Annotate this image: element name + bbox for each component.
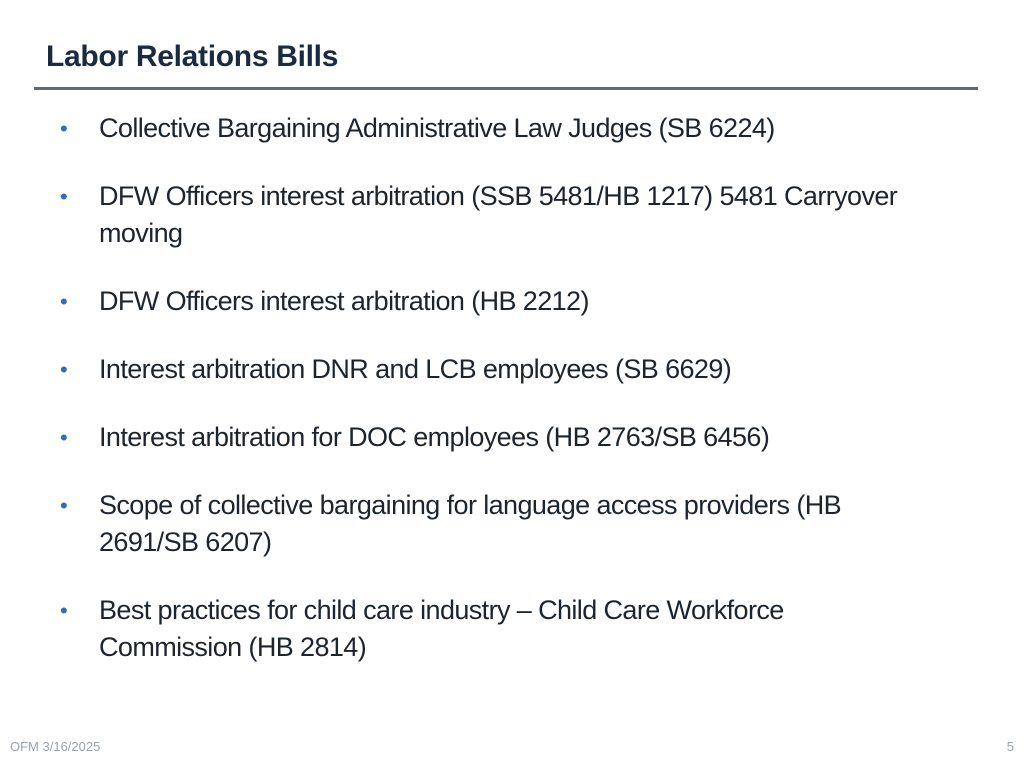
page-number: 5 <box>1006 739 1014 754</box>
bullet-text: Interest arbitration DNR and LCB employees (SB 6629) <box>99 354 732 384</box>
bullet-item <box>60 351 930 388</box>
bullet-icon: • <box>60 289 68 314</box>
bullet-item <box>60 419 930 456</box>
bullet-list <box>60 110 930 697</box>
bullet-text: DFW Officers interest arbitration (HB 2212) <box>99 286 589 316</box>
bullet-icon: • <box>60 116 68 141</box>
bullet-text: Interest arbitration for DOC employees (HB 2763/SB 6456) <box>99 422 770 452</box>
bullet-item <box>60 178 930 252</box>
bullet-item <box>60 110 930 147</box>
slide-title: Labor Relations Bills <box>46 40 339 73</box>
bullet-item <box>60 592 930 666</box>
bullet-text: Best practices for child care industry – Child Care Workforce Commission (HB 2814) <box>99 595 784 662</box>
footer-date: OFM 3/16/2025 <box>10 739 101 754</box>
bullet-text: DFW Officers interest arbitration (SSB 5481/HB 1217) 5481 Carryover moving <box>99 181 898 248</box>
bullet-item <box>60 487 930 561</box>
bullet-icon: • <box>60 184 68 209</box>
bullet-icon: • <box>60 425 68 450</box>
bullet-text: Scope of collective bargaining for language access providers (HB 2691/SB 6207) <box>99 490 842 557</box>
bullet-item <box>60 283 930 320</box>
bullet-icon: • <box>60 598 68 623</box>
bullet-icon: • <box>60 493 68 518</box>
title-divider <box>34 87 978 90</box>
bullet-text: Collective Bargaining Administrative Law Judges (SB 6224) <box>99 113 775 143</box>
bullet-icon: • <box>60 357 68 382</box>
